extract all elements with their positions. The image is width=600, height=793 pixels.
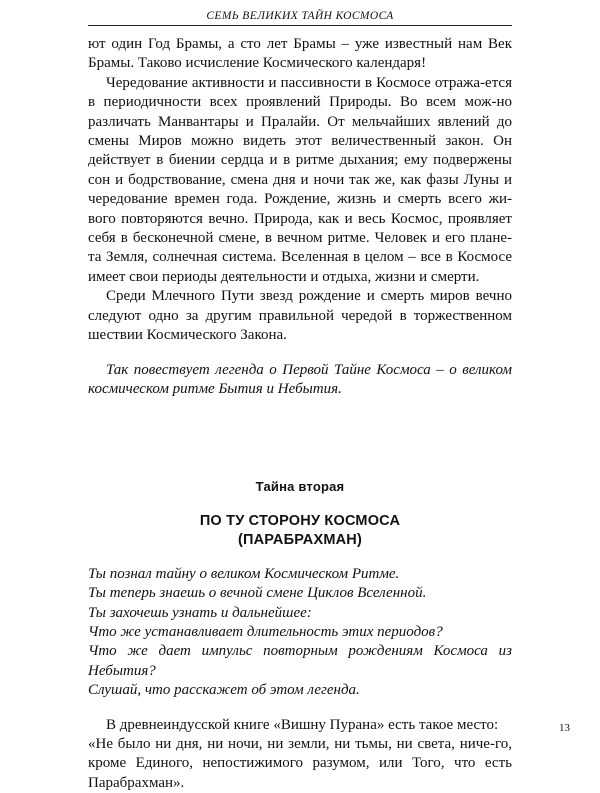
poem-line: Что же дает импульс повторным рождениям Космоса из Небытия? <box>88 643 512 679</box>
poem-line: Ты познал тайну о великом Космическом Ритме. <box>88 565 400 582</box>
section-subtitle: (ПАРАБРАХМАН) <box>237 531 362 548</box>
paragraph: Чередование активности и пассивности в Космосе отража-ется в периодичности всех проявлений Природы. Во всем мож-но различать Манвантары и Пралайи. От мельчайших явлений до смены Миров можно видеть этот величественный закон. Он действует в биении сердца и в ритме дыхания; ему подвержены сон и бодрствование, смена дня и ночи так же, как фазы Луны и чередование времен года. Рождение, жизнь и смерть всего жи-вого повторяются вечно. Природа, как и весь Космос, проявляет себя в бесконечной смене, в вечном ритме. Человек и его плане-та Земля, солнечная система. Вселенная в целом – все в Космосе имеет свои периоды деятельности и отдыха, жизни и смерти. <box>88 74 512 285</box>
page-body <box>88 35 512 793</box>
running-header: СЕМЬ ВЕЛИКИХ ТАЙН КОСМОСА <box>88 10 512 26</box>
legend-summary: Так повествует легенда о Первой Тайне Космоса – о великом космическом ритме Бытия и Небытия. <box>88 361 512 397</box>
poem-block <box>88 565 512 701</box>
section-title-line: ПО ТУ СТОРОНУ КОСМОСА <box>199 512 401 529</box>
page-number: 13 <box>559 722 570 734</box>
quote-paragraph: «Не было ни дня, ни ночи, ни земли, ни тьмы, ни света, ниче-го, кроме Единого, непостижимого разумом, или Того, что есть Парабрахман». <box>88 735 512 791</box>
poem-line: Слушай, что расскажет об этом легенда. <box>88 682 360 699</box>
section-label: Тайна вторая <box>255 479 345 495</box>
paragraph: Среди Млечного Пути звезд рождение и смерть миров вечно следуют одно за другим правильной чередой в торжественном шествии Космического Закона. <box>88 288 512 344</box>
poem-line: Что же устанавливает длительность этих периодов? <box>88 623 443 640</box>
poem-line: Ты теперь знаешь о вечной смене Циклов Вселенной. <box>88 585 427 602</box>
poem-line: Ты захочешь узнать и дальнейшее: <box>88 604 312 621</box>
paragraph: ют один Год Брамы, а сто лет Брамы – уже известный нам Век Брамы. Таково исчисление Космического календаря! <box>88 36 512 72</box>
section-title <box>88 512 512 550</box>
paragraph: В древнеиндусской книге «Вишну Пурана» есть такое место: <box>106 716 499 733</box>
